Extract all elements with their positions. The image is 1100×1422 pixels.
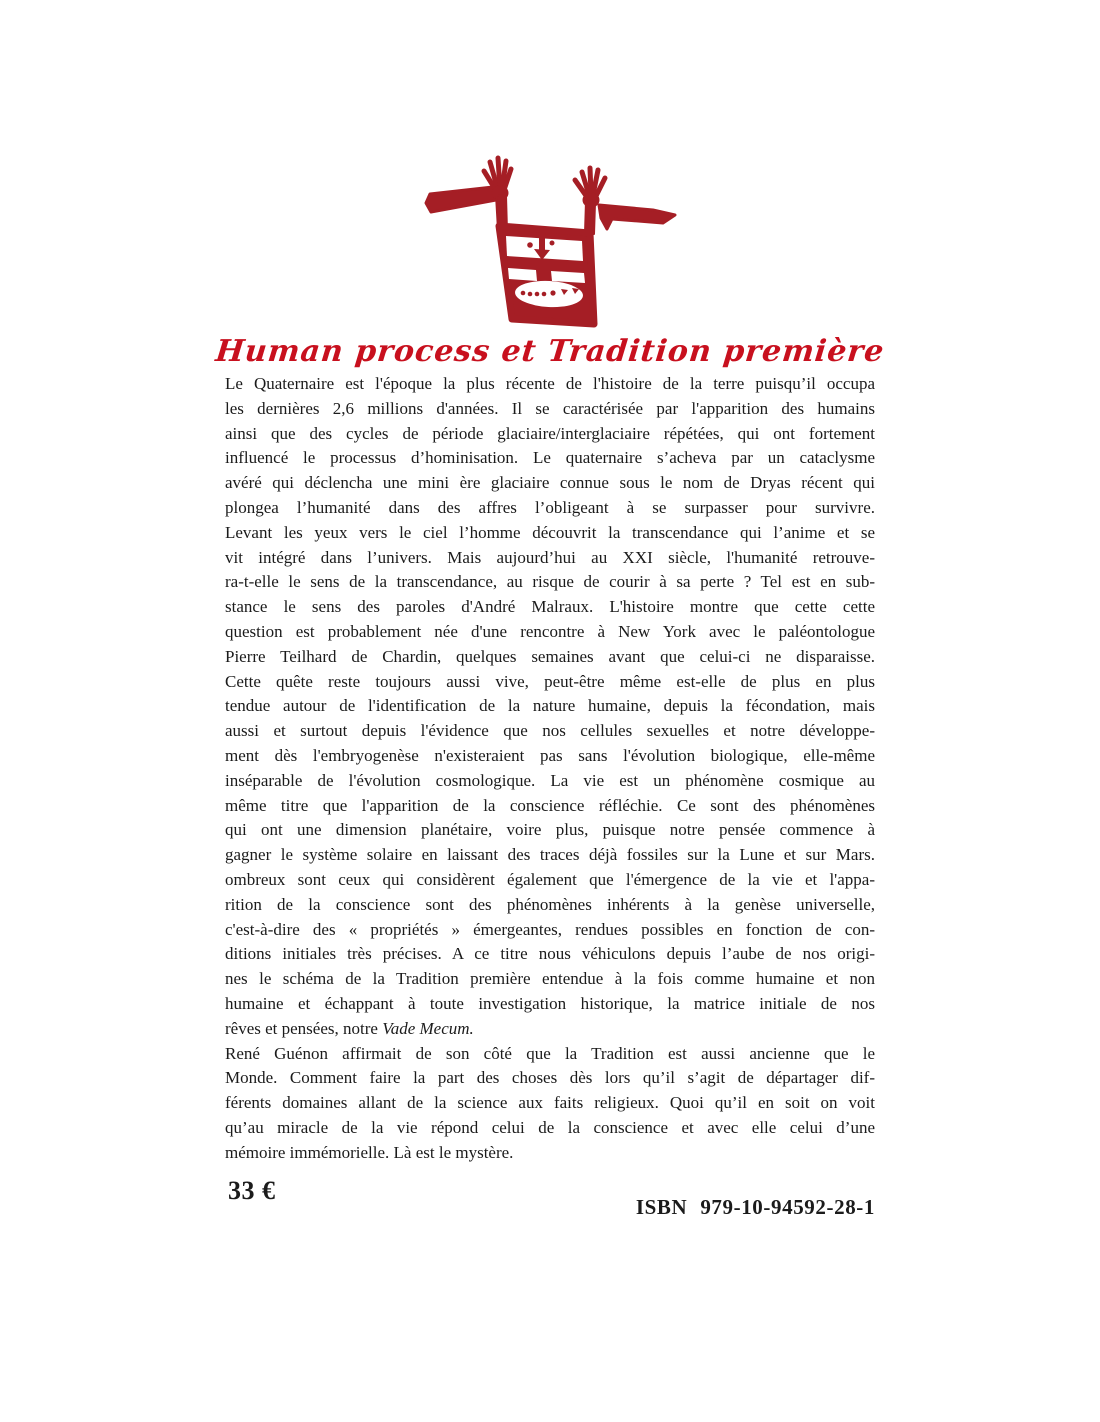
text-line: influencé le processus d’hominisation. Le quaternaire s’acheva par un cataclysme [225,448,875,468]
text-line: avéré qui déclencha une mini ère glaciaire connue sous le nom de Dryas récent qui [225,473,875,493]
text-line: vit intégré dans l’univers. Mais aujourd’hui au XXI siècle, l'humanité retrouve- [225,547,875,567]
isbn-number: 979-10-94592-28-1 [700,1195,875,1219]
text-line: qui ont une dimension planétaire, voire plus, puisque notre pensée commence à [225,820,875,840]
text-line: même titre que l'apparition de la conscience réfléchie. Ce sont des phénomènes [225,795,875,815]
text-line: inséparable de l'évolution cosmologique. La vie est un phénomène cosmique au [225,770,875,790]
text-line: nes le schéma de la Tradition première entendue à la fois comme humaine et non [225,969,875,989]
text-line: Levant les yeux vers le ciel l’homme découvrit la transcendance qui l’anime et se [225,522,875,542]
text-line: c'est-à-dire des « propriétés » émergeantes, rendues possibles en fonction de con- [225,919,875,939]
body-text [225,372,875,1166]
text-line: rêves et pensées, notre Vade Mecum. [225,1018,474,1038]
text-line: ra-t-elle le sens de la transcendance, au risque de courir à sa perte ? Tel est en sub- [225,572,875,592]
text-line: gagner le système solaire en laissant des traces déjà fossiles sur la Lune et sur Mars. [225,845,875,865]
price-label: 33 € [228,1176,276,1205]
text-line: Monde. Comment faire la part des choses dès lors qu’il s’agit de départager dif- [225,1068,875,1088]
text-line: ment dès l'embryogenèse n'existeraient pas sans l'évolution biologique, elle-même [225,745,875,765]
text-line: tendue autour de l'identification de la nature humaine, depuis la fécondation, mais [225,696,875,716]
text-line: humaine et échappant à toute investigation historique, la matrice initiale de nos [225,993,875,1013]
text-line: ainsi que des cycles de période glaciaire/interglaciaire répétées, qui ont fortement [225,423,875,443]
text-line: stance le sens des paroles d'André Malraux. L'histoire montre que cette cette [225,597,875,617]
text-line: plongea l’humanité dans des affres l’obligeant à se surpasser pour survivre. [225,497,875,517]
text-line: René Guénon affirmait de son côté que la Tradition est aussi ancienne que le [225,1043,875,1063]
petroglyph-figure-image [423,152,677,334]
text-line: aussi et surtout depuis l'évidence que nos cellules sexuelles et notre développe- [225,721,875,741]
text-line: Cette quête reste toujours aussi vive, peut-être même est-elle de plus en plus [225,671,875,691]
page-title: Human process et Tradition première [213,334,887,369]
isbn-line [636,1195,875,1220]
text-line: les dernières 2,6 millions d'années. Il se caractérisée par l'apparition des humains [225,398,875,418]
text-line: rition de la conscience sont des phénomènes inhérents à la genèse universelle, [225,894,875,914]
isbn-label: ISBN [635,1195,688,1219]
text-line: férents domaines allant de la science aux faits religieux. Quoi qu’il en soit on voit [225,1093,875,1113]
text-line: mémoire immémorielle. Là est le mystère. [225,1142,514,1162]
text-line: ditions initiales très précises. A ce titre nous véhiculons depuis l’aube de nos origi- [225,944,875,964]
petroglyph-face-icon [423,152,677,334]
text-line: ombreux sont ceux qui considèrent également que l'émergence de la vie et l'appa- [225,869,875,889]
text-line: question est probablement née d'une rencontre à New York avec le paléontologue [225,621,875,641]
text-line: qu’au miracle de la vie répond celui de la conscience et avec elle celui d’une [225,1117,875,1137]
text-line: Le Quaternaire est l'époque la plus récente de l'histoire de la terre puisqu’il occupa [225,374,875,393]
text-line: Pierre Teilhard de Chardin, quelques semaines avant que celui-ci ne disparaisse. [225,646,875,666]
